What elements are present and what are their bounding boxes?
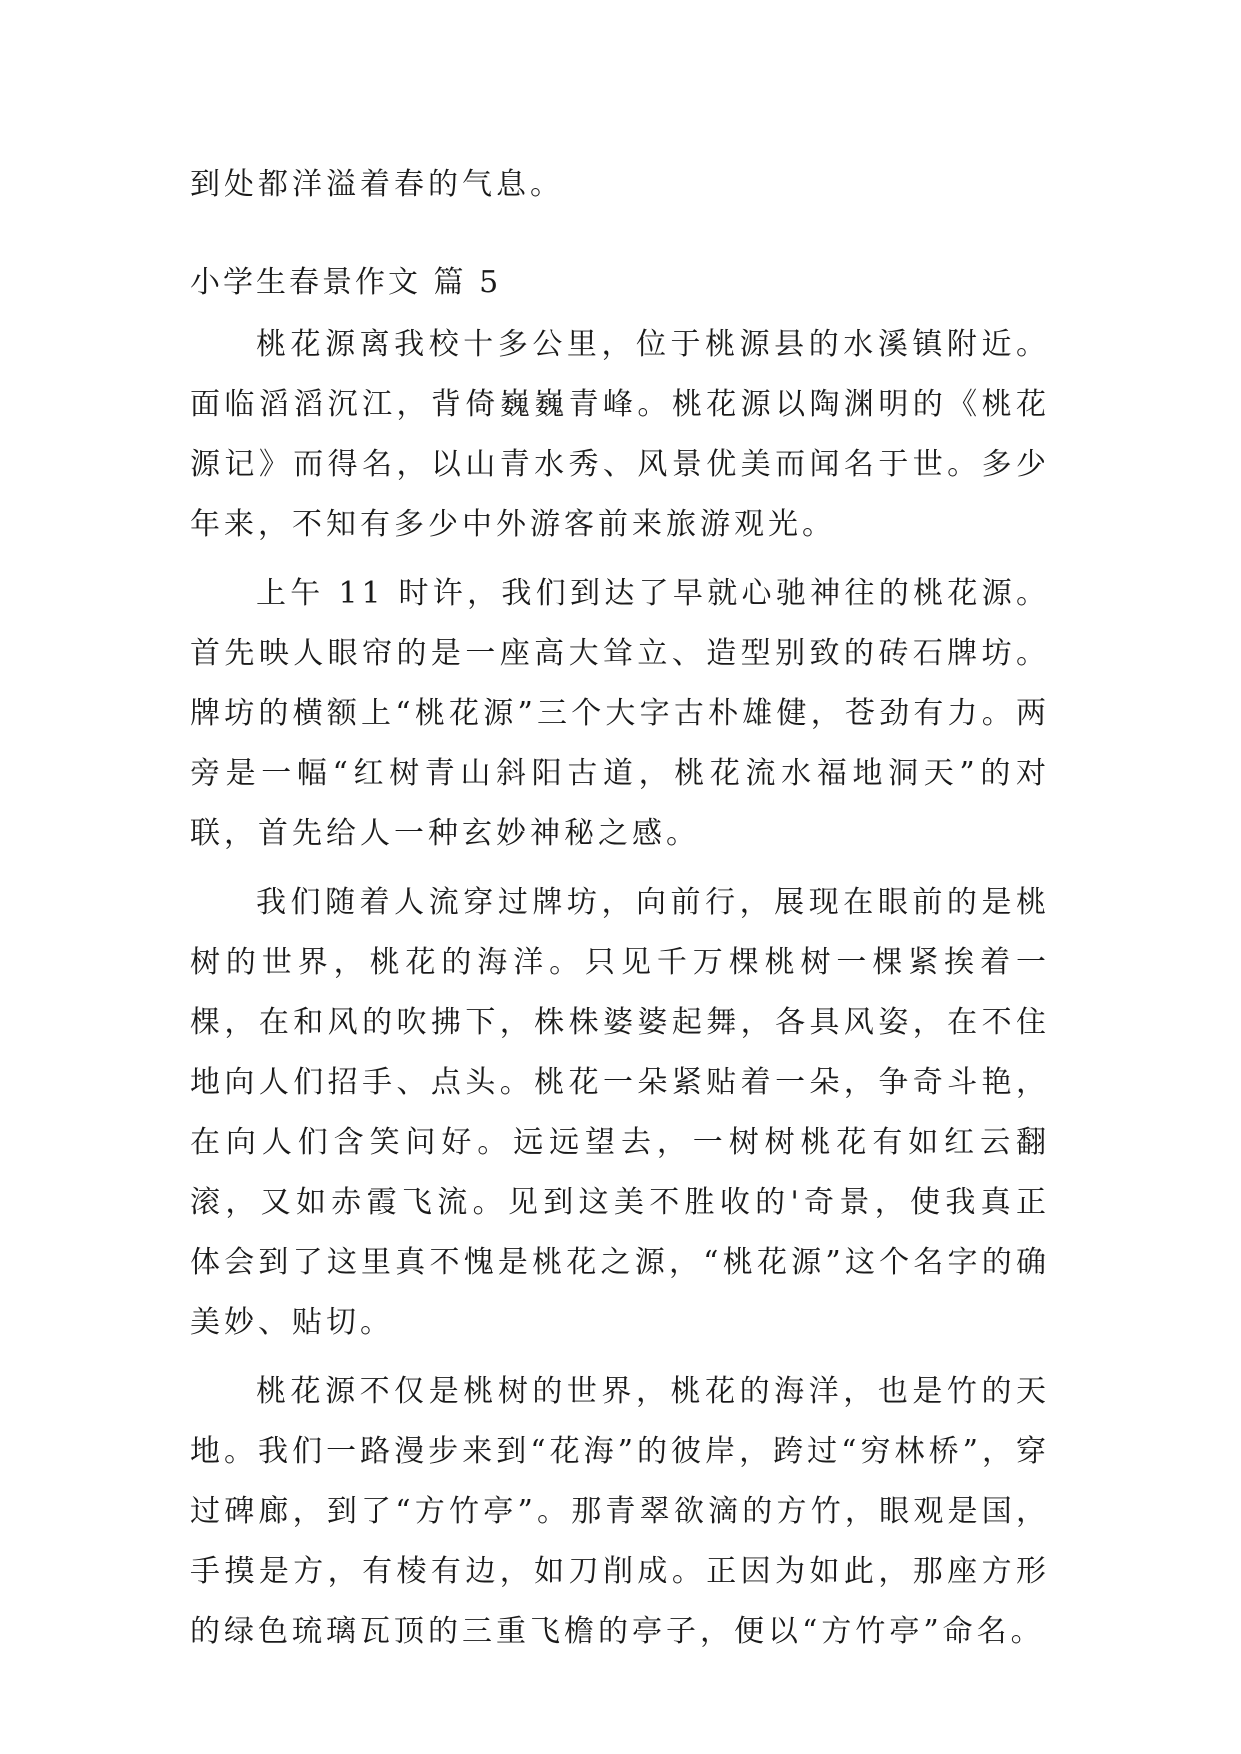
- document-body: [190, 155, 1050, 1671]
- section-heading: 小学生春景作文 篇 5: [190, 265, 502, 300]
- continuation-text: 到处都洋溢着春的气息。: [190, 167, 564, 202]
- paragraph: 桃花源不仅是桃树的世界，桃花的海洋，也是竹的天地。我们一路漫步来到“花海”的彼岸，跨过“穷林桥”，穿过碑廊，到了“方竹亭”。那青翠欲滴的方竹，眼观是国，手摸是方，有棱有边，如刀削成。正因为如此，那座方形的绿色琉璃瓦顶的三重飞檐的亭子，便以“方竹亭”命名。: [190, 1374, 1050, 1649]
- paragraph: 我们随着人流穿过牌坊，向前行，展现在眼前的是桃树的世界，桃花的海洋。只见千万棵桃树一棵紧挨着一棵，在和风的吹拂下，株株婆婆起舞，各具风姿，在不住地向人们招手、点头。桃花一朵紧贴着一朵，争奇斗艳，在向人们含笑问好。远远望去，一树树桃花有如红云翻滚，又如赤霞飞流。见到这美不胜收的'奇景，使我真正体会到了这里真不愧是桃花之源，“桃花源”这个名字的确美妙、贴切。: [190, 885, 1050, 1340]
- paragraph: 桃花源离我校十多公里，位于桃源县的水溪镇附近。面临滔滔沉江，背倚巍巍青峰。桃花源以陶渊明的《桃花源记》而得名，以山青水秀、风景优美而闻名于世。多少年来，不知有多少中外游客前来旅游观光。: [190, 327, 1050, 542]
- paragraph: 上午 11 时许，我们到达了早就心驰神往的桃花源。首先映人眼帘的是一座高大耸立、造型别致的砖石牌坊。牌坊的横额上“桃花源”三个大字古朴雄健，苍劲有力。两旁是一幅“红树青山斜阳古道，桃花流水福地洞天”的对联，首先给人一种玄妙神秘之感。: [190, 576, 1050, 851]
